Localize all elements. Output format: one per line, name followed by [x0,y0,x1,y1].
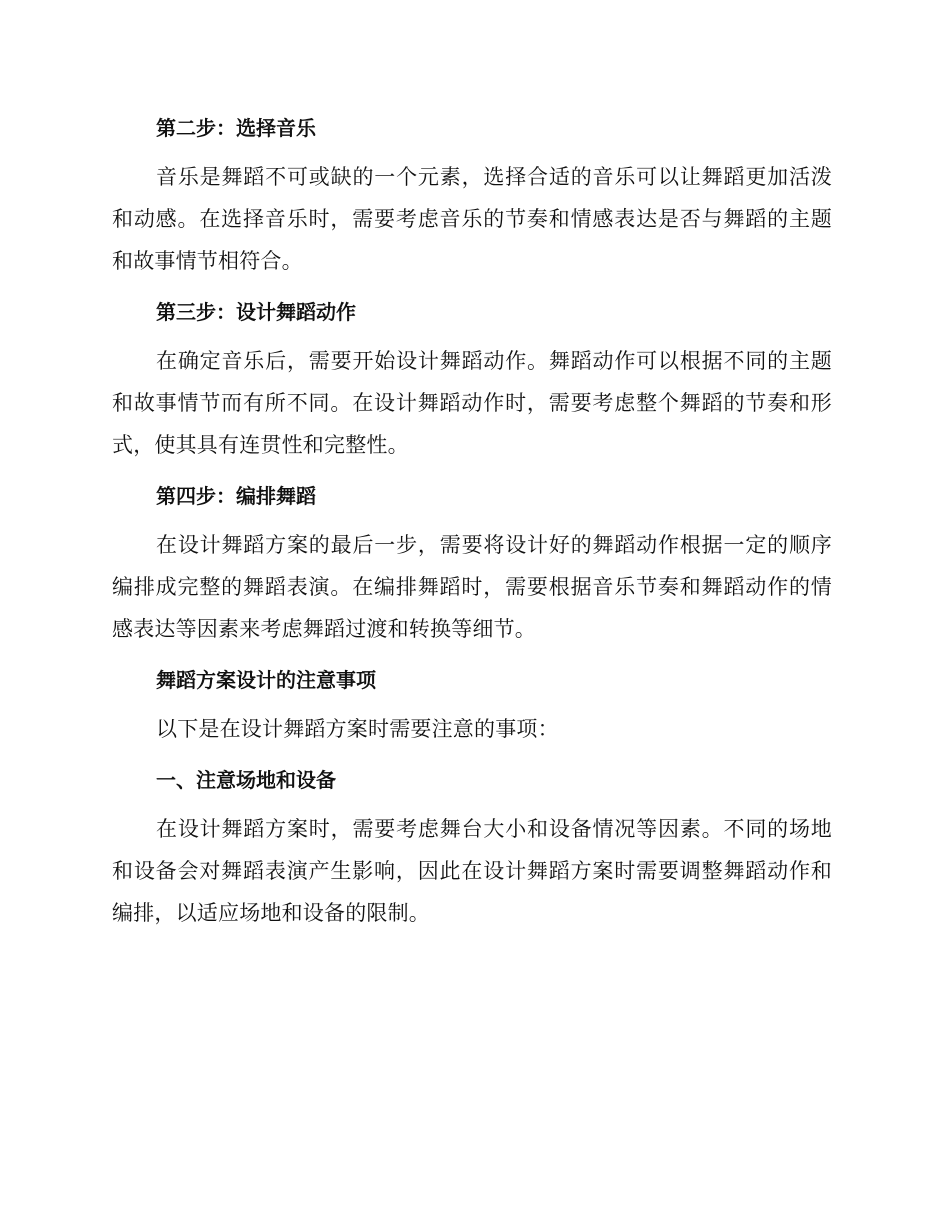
section-venue-equipment [112,760,832,934]
section-choreography [112,476,832,650]
section-music [112,108,832,282]
section-heading: 第二步：选择音乐 [156,116,316,140]
section-notes [112,660,832,750]
section-heading: 舞蹈方案设计的注意事项 [156,668,376,692]
section-paragraph: 在设计舞蹈方案时，需要考虑舞台大小和设备情况等因素。不同的场地和设备会对舞蹈表演产生影响，因此在设计舞蹈方案时需要调整舞蹈动作和编排，以适应场地和设备的限制。 [112,817,832,925]
section-heading: 第四步：编排舞蹈 [156,484,316,508]
document-page [112,108,832,940]
section-paragraph: 音乐是舞蹈不可或缺的一个元素，选择合适的音乐可以让舞蹈更加活泼和动感。在选择音乐时，需要考虑音乐的节奏和情感表达是否与舞蹈的主题和故事情节相符合。 [112,165,832,273]
section-heading: 第三步：设计舞蹈动作 [156,300,356,324]
section-paragraph: 在设计舞蹈方案的最后一步，需要将设计好的舞蹈动作根据一定的顺序编排成完整的舞蹈表演。在编排舞蹈时，需要根据音乐节奏和舞蹈动作的情感表达等因素来考虑舞蹈过渡和转换等细节。 [112,533,832,641]
section-dance-moves [112,292,832,466]
section-heading: 一、注意场地和设备 [156,768,336,792]
section-paragraph: 在确定音乐后，需要开始设计舞蹈动作。舞蹈动作可以根据不同的主题和故事情节而有所不同。在设计舞蹈动作时，需要考虑整个舞蹈的节奏和形式，使其具有连贯性和完整性。 [112,349,832,457]
section-paragraph: 以下是在设计舞蹈方案时需要注意的事项： [156,717,559,741]
